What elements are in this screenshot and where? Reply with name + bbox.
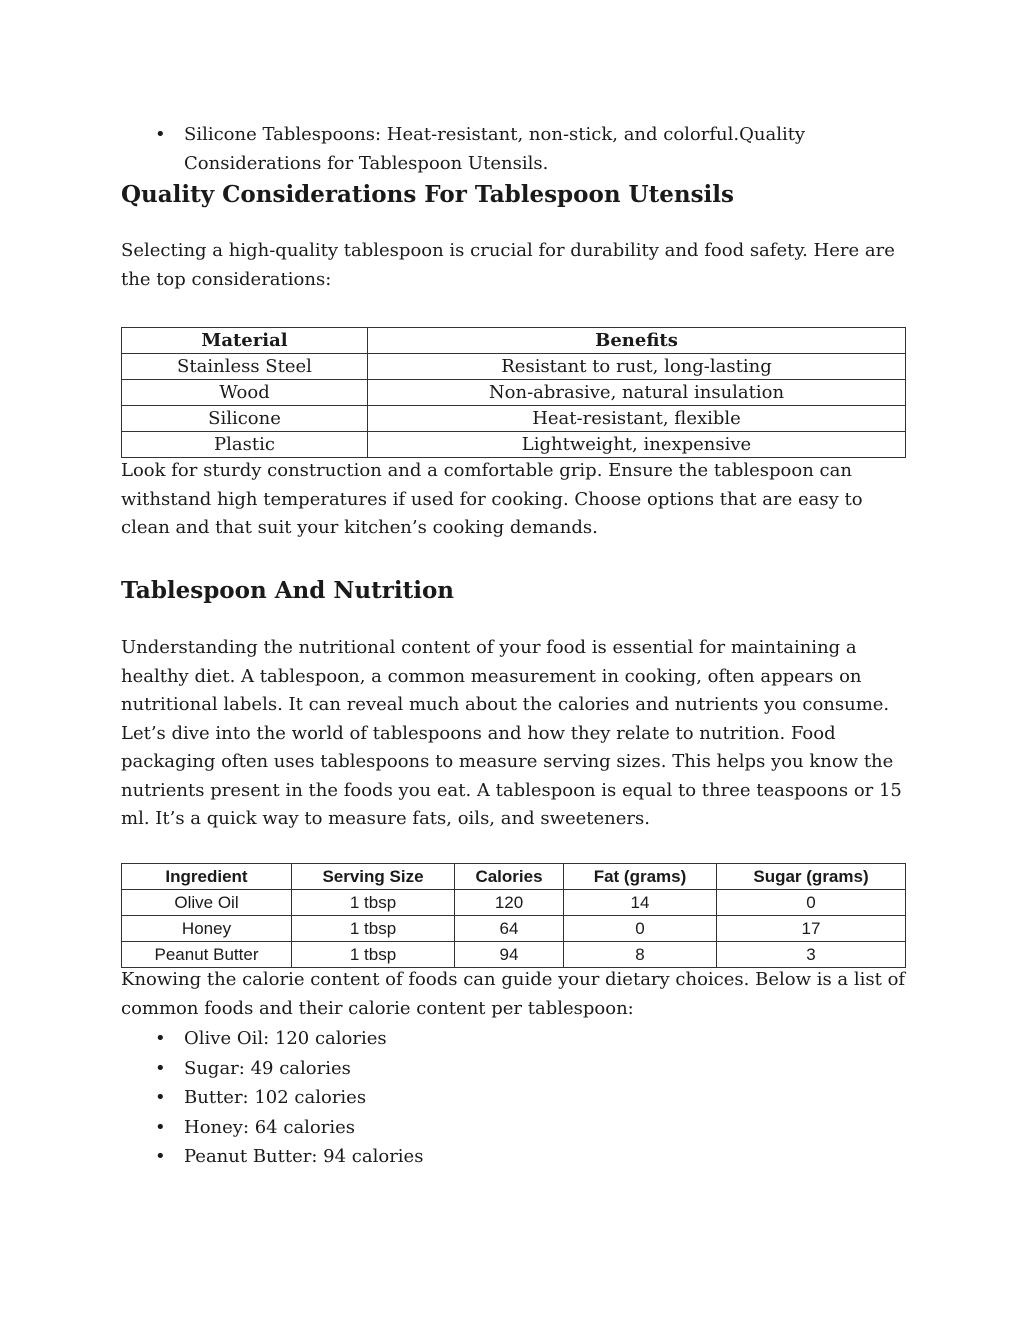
list-item [121, 120, 905, 178]
quality-intro-paragraph: Selecting a high-quality tablespoon is crucial for durability and food safety. Here are the top considerations: [121, 240, 895, 290]
bullet-icon: • [155, 124, 166, 145]
table-cell: 17 [717, 916, 906, 942]
table-cell: 8 [564, 942, 717, 968]
bullet-icon: • [155, 1028, 166, 1049]
table-cell: Heat-resistant, flexible [368, 406, 906, 432]
table-cell: 94 [455, 942, 564, 968]
bullet-icon: • [155, 1116, 166, 1138]
list-item [121, 1083, 905, 1113]
table-row [122, 890, 906, 916]
calorie-intro-paragraph: Knowing the calorie content of foods can guide your dietary choices. Below is a list of common foods and their calorie content per tablespoon: [121, 969, 906, 1019]
section-heading-nutrition: Tablespoon And Nutrition [121, 577, 455, 604]
list-item [121, 1024, 905, 1054]
table-header-cell: Benefits [368, 328, 906, 354]
table-header-cell: Ingredient [122, 864, 292, 890]
nutrition-table [121, 863, 906, 968]
table-header-row [122, 328, 906, 354]
table-cell: Lightweight, inexpensive [368, 432, 906, 458]
list-item-text: Butter: 102 calories [184, 1087, 367, 1109]
list-item [121, 1113, 905, 1143]
nutrition-intro-paragraph: Understanding the nutritional content of your food is essential for maintaining a healthy diet. A tablespoon, a common measurement in cooking, often appears on nutritional labels. It can reveal much about the calories and nutrients you consume. Let’s dive into the world of tablespoons and how they relate to nutrition. Food packaging often uses tablespoons to measure serving sizes. This helps you know the nutrients present in the foods you eat. A tablespoon is equal to three teaspoons or 15 ml. It’s a quick way to measure fats, oils, and sweeteners. [121, 637, 902, 829]
table-row [122, 380, 906, 406]
table-cell: Peanut Butter [122, 942, 292, 968]
table-cell: Honey [122, 916, 292, 942]
list-item [121, 1054, 905, 1084]
list-item [121, 1142, 905, 1172]
quality-followup-paragraph: Look for sturdy construction and a comfortable grip. Ensure the tablespoon can withstand high temperatures if used for cooking. Choose options that are easy to clean and that suit your kitchen’s cooking demands. [121, 460, 863, 538]
table-cell: 120 [455, 890, 564, 916]
table-cell: Resistant to rust, long-lasting [368, 354, 906, 380]
table-cell: 3 [717, 942, 906, 968]
table-row [122, 942, 906, 968]
table-row [122, 916, 906, 942]
list-item-text: Sugar: 49 calories [184, 1057, 351, 1079]
list-item-text: Peanut Butter: 94 calories [184, 1146, 424, 1168]
table-cell: Non-abrasive, natural insulation [368, 380, 906, 406]
silicone-bullet-list [121, 120, 905, 178]
table-cell: Plastic [122, 432, 368, 458]
table-row [122, 432, 906, 458]
table-row [122, 406, 906, 432]
calorie-bullet-list [121, 1024, 905, 1172]
table-header-cell: Calories [455, 864, 564, 890]
table-cell: Silicone [122, 406, 368, 432]
table-header-cell: Serving Size [292, 864, 455, 890]
bullet-icon: • [155, 1087, 166, 1109]
table-cell: 0 [564, 916, 717, 942]
bullet-icon: • [155, 1146, 166, 1168]
table-cell: 1 tbsp [292, 916, 455, 942]
list-item-text: Olive Oil: 120 calories [184, 1028, 387, 1049]
table-cell: 1 tbsp [292, 890, 455, 916]
table-cell: 1 tbsp [292, 942, 455, 968]
list-item-text: Silicone Tablespoons: Heat-resistant, non-stick, and colorful.Quality Considerations for Tablespoon Utensils. [184, 124, 806, 174]
material-benefits-table [121, 327, 906, 458]
table-cell: 14 [564, 890, 717, 916]
table-cell: 64 [455, 916, 564, 942]
table-row [122, 354, 906, 380]
table-cell: 0 [717, 890, 906, 916]
table-cell: Olive Oil [122, 890, 292, 916]
section-heading-quality: Quality Considerations For Tablespoon Utensils [121, 181, 734, 208]
bullet-icon: • [155, 1057, 166, 1079]
table-header-row [122, 864, 906, 890]
table-header-cell: Fat (grams) [564, 864, 717, 890]
table-cell: Stainless Steel [122, 354, 368, 380]
table-header-cell: Material [122, 328, 368, 354]
list-item-text: Honey: 64 calories [184, 1116, 356, 1138]
table-cell: Wood [122, 380, 368, 406]
table-header-cell: Sugar (grams) [717, 864, 906, 890]
